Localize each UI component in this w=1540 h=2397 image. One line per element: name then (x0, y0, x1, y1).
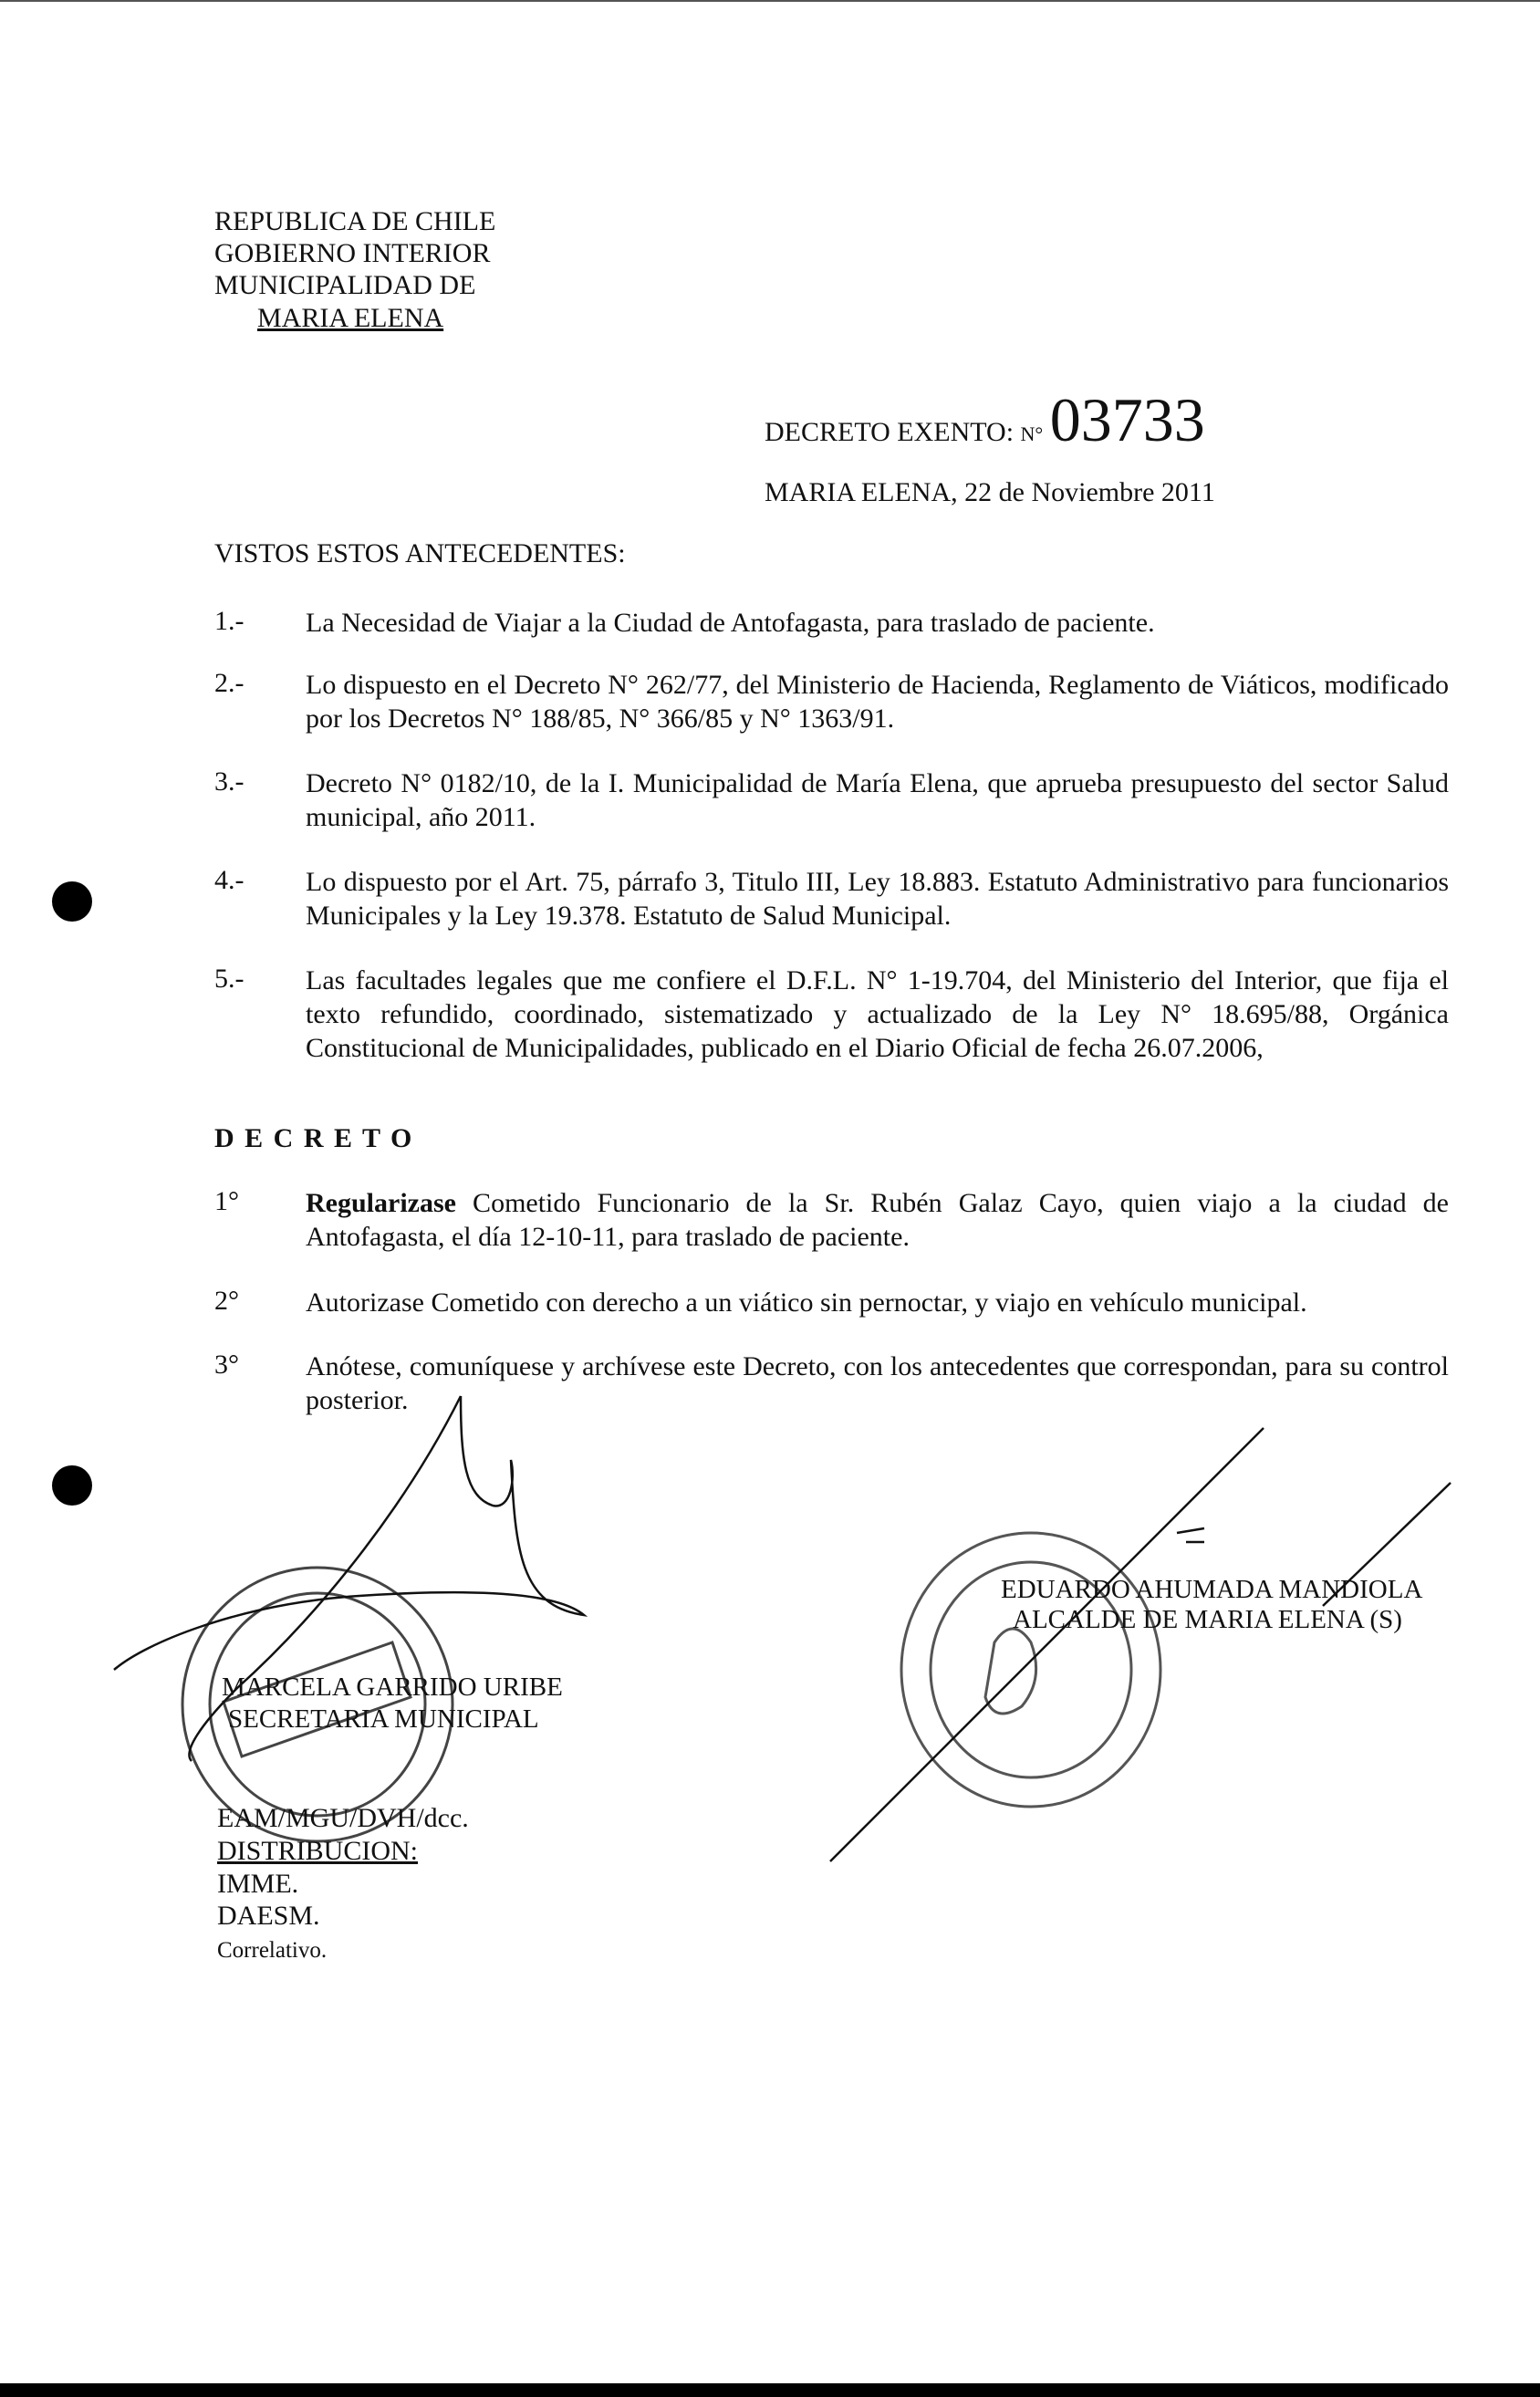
item-bold: Regularizase (306, 1188, 456, 1218)
item-number: 2° (214, 1286, 239, 1316)
decreto-title: D E C R E T O (214, 1123, 414, 1153)
decree-label: DECRETO EXENTO: (765, 417, 1015, 447)
right-signature (830, 1428, 1451, 1861)
list-item: Autorizase Cometido con derecho a un viático sin pernoctar, y viajo en vehículo municipal. (306, 1287, 1307, 1318)
list-item: Lo dispuesto en el Decreto N° 262/77, del Ministerio de Hacienda, Reglamento de Viáticos, modificado por los Decretos N° 188/85, N° 366/85 y N° 1363/91. (306, 670, 1449, 734)
header-line: REPUBLICA DE CHILE (214, 206, 496, 236)
right-signatory-title: ALCALDE DE MARIA ELENA (S) (1013, 1605, 1402, 1634)
header-line: MUNICIPALIDAD DE (214, 270, 476, 300)
list-item: Decreto N° 0182/10, de la I. Municipalidad de María Elena, que aprueba presupuesto del sector Salud municipal, año 2011. (306, 768, 1449, 832)
item-number: 1° (214, 1186, 239, 1216)
item-number: 3° (214, 1350, 239, 1380)
list-item: La Necesidad de Viajar a la Ciudad de Antofagasta, para traslado de paciente. (306, 608, 1155, 638)
item-number: 1.- (214, 606, 245, 636)
decree-number: 03733 (1049, 385, 1205, 454)
item-number: 3.- (214, 766, 245, 797)
item-number: 2.- (214, 668, 245, 698)
list-item: Las facultades legales que me confiere el D.F.L. N° 1-19.704, del Ministerio del Interior, que fija el texto refundido, coordinado, sistematizado y actualizado de la Ley N° 18.695/88, Orgánica Constitucional de Municipalidades, publicado en el Diario Oficial de fecha 26.07.2006, (306, 965, 1449, 1063)
item-number: 4.- (214, 865, 245, 895)
place-date: MARIA ELENA, 22 de Noviembre 2011 (765, 477, 1215, 507)
scan-bottom-edge (0, 2383, 1540, 2397)
list-item: Lo dispuesto por el Art. 75, párrafo 3, Titulo III, Ley 18.883. Estatuto Administrativo para funcionarios Municipales y la Ley 19.378. Estatuto de Salud Municipal. (306, 867, 1449, 931)
vistos-title: VISTOS ESTOS ANTECEDENTES: (214, 538, 626, 568)
correlativo: Correlativo. (217, 1938, 328, 1963)
initials: EAM/MGU/DVH/dcc. (217, 1803, 469, 1833)
header-line: MARIA ELENA (257, 303, 444, 333)
left-signatory-title: SECRETARIA MUNICIPAL (228, 1704, 539, 1734)
distribution-item: DAESM. (217, 1901, 320, 1931)
decree-no-label: N° (1020, 422, 1044, 445)
distribution-label: DISTRIBUCION: (217, 1836, 419, 1866)
item-number: 5.- (214, 964, 245, 994)
header-line: GOBIERNO INTERIOR (214, 238, 491, 268)
item-text: Cometido Funcionario de la Sr. Rubén Galaz Cayo, quien viajo a la ciudad de Antofagasta, el día 12-10-11, para traslado de paciente. (306, 1188, 1449, 1252)
left-signatory-name: MARCELA GARRIDO URIBE (222, 1673, 563, 1702)
distribution-item: IMME. (217, 1869, 299, 1899)
right-signatory-name: EDUARDO AHUMADA MANDIOLA (1001, 1575, 1423, 1604)
list-item: Anótese, comuníquese y archívese este Decreto, con los antecedentes que correspondan, para su control posterior. (306, 1351, 1449, 1415)
